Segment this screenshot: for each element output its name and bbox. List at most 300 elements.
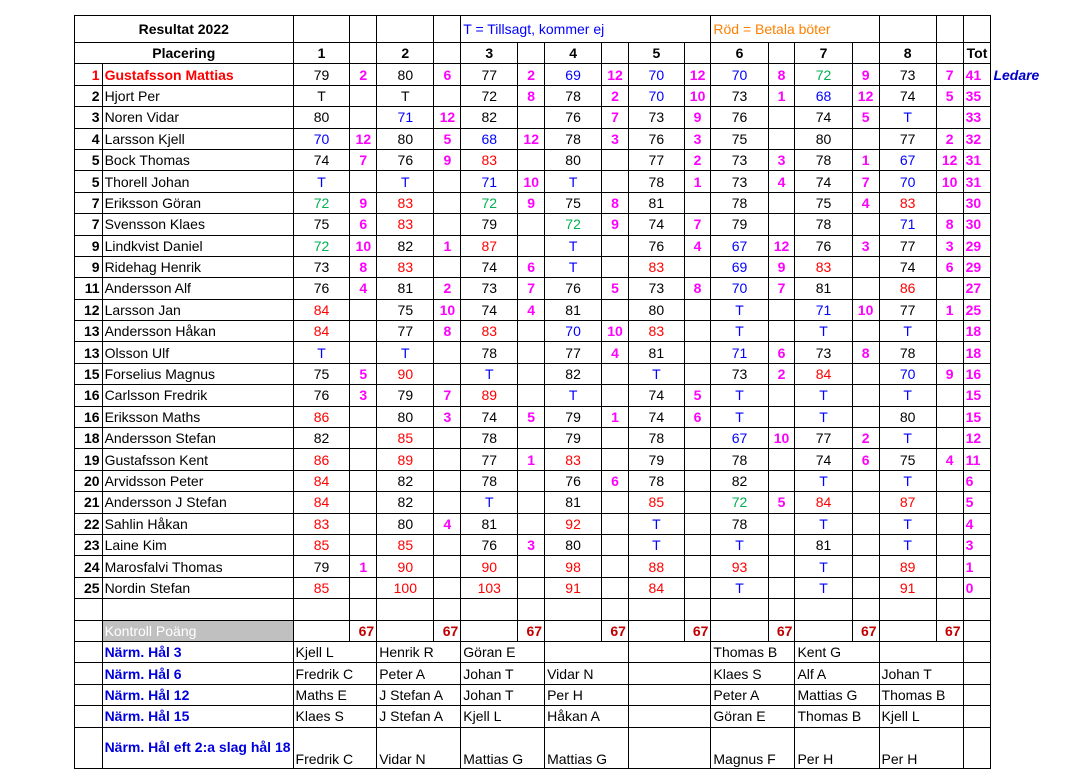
blank-cell	[75, 599, 103, 620]
player-total: 16	[963, 363, 991, 384]
round-points	[768, 470, 795, 491]
blank-cell	[991, 363, 1068, 384]
round-points	[602, 299, 629, 320]
round-points	[936, 534, 963, 555]
round-score: 74	[628, 406, 684, 427]
round-score: 74	[795, 107, 852, 128]
round-score: T	[545, 385, 602, 406]
round-score: 81	[628, 192, 684, 213]
round-score: 77	[461, 449, 518, 470]
player-total: 11	[963, 449, 991, 470]
round-points: 3	[768, 149, 795, 170]
round-score: 82	[545, 363, 602, 384]
player-name: Bock Thomas	[102, 149, 293, 170]
player-total: 18	[963, 342, 991, 363]
round-points: 4	[684, 235, 711, 256]
round-score: 80	[377, 406, 434, 427]
player-total: 0	[963, 577, 991, 598]
round-score: 74	[293, 149, 350, 170]
closest-winner: Klaes S	[293, 706, 377, 727]
round-score: T	[711, 321, 768, 342]
round-score: 81	[628, 342, 684, 363]
blank-cell	[991, 214, 1068, 235]
round-score: 75	[377, 299, 434, 320]
round-score: 85	[377, 534, 434, 555]
round-score: 76	[545, 470, 602, 491]
round-points: 2	[518, 64, 545, 85]
player-rank: 16	[75, 385, 103, 406]
round-points	[518, 363, 545, 384]
round-score: T	[795, 577, 852, 598]
blank-cell	[602, 599, 629, 620]
round-points: 12	[852, 85, 879, 106]
round-points: 9	[684, 107, 711, 128]
round-points: 7	[434, 385, 461, 406]
round-points	[684, 428, 711, 449]
round-score: 77	[795, 428, 852, 449]
tot-header: Tot	[963, 43, 991, 64]
round-points	[518, 149, 545, 170]
blank-cell	[602, 43, 629, 64]
round-score: 84	[795, 492, 852, 513]
player-total: 41	[963, 64, 991, 85]
player-name: Lindkvist Daniel	[102, 235, 293, 256]
round-points: 7	[768, 278, 795, 299]
round-score: T	[879, 513, 936, 534]
blank-cell	[991, 16, 1068, 43]
round-points: 10	[684, 85, 711, 106]
round-points	[518, 321, 545, 342]
player-rank: 25	[75, 577, 103, 598]
sheet-title: Resultat 2022	[75, 16, 294, 43]
round-points	[434, 492, 461, 513]
round-points: 3	[936, 235, 963, 256]
player-name: Marosfalvi Thomas	[102, 556, 293, 577]
blank-cell	[991, 235, 1068, 256]
player-row	[75, 363, 1068, 384]
round-points	[936, 470, 963, 491]
round-points: 6	[768, 342, 795, 363]
round-score: 77	[377, 321, 434, 342]
round-score: T	[879, 321, 936, 342]
blank-cell	[350, 16, 377, 43]
round-points	[518, 577, 545, 598]
round-score: 79	[377, 385, 434, 406]
closest-winner: Mattias G	[795, 684, 879, 705]
round-score: 84	[293, 321, 350, 342]
round-score: 74	[879, 256, 936, 277]
round-points: 12	[768, 235, 795, 256]
round-score: T	[795, 406, 852, 427]
closest-label: Närm. Hål 15	[102, 706, 293, 727]
closest-winner: Johan T	[461, 663, 545, 684]
closest-winner: Håkan A	[545, 706, 629, 727]
player-total: 5	[963, 492, 991, 513]
round-points: 7	[684, 214, 711, 235]
round-score: 76	[628, 128, 684, 149]
blank-cell	[75, 684, 103, 705]
closest-winner: Göran E	[461, 641, 545, 662]
round-points: 8	[518, 85, 545, 106]
round-score: T	[795, 470, 852, 491]
player-row	[75, 492, 1068, 513]
closest-label: Närm. Hål eft 2:a slag hål 18	[102, 727, 293, 768]
round-points	[518, 107, 545, 128]
round-score: T	[711, 534, 768, 555]
round-score: 71	[795, 299, 852, 320]
blank-cell	[991, 534, 1068, 555]
round-points	[350, 534, 377, 555]
round-points	[936, 385, 963, 406]
player-rank: 16	[75, 406, 103, 427]
round-points	[602, 149, 629, 170]
round-score: T	[711, 406, 768, 427]
round-points	[434, 449, 461, 470]
blank-cell	[991, 278, 1068, 299]
round-points: 12	[350, 128, 377, 149]
round-points: 6	[852, 449, 879, 470]
round-score: 70	[879, 363, 936, 384]
round-score: 74	[628, 385, 684, 406]
round-points: 4	[936, 449, 963, 470]
closest-winner: Thomas B	[711, 641, 795, 662]
round-points: 8	[350, 256, 377, 277]
round-points: 9	[852, 64, 879, 85]
blank-cell	[434, 43, 461, 64]
player-rank: 4	[75, 128, 103, 149]
player-name: Carlsson Fredrik	[102, 385, 293, 406]
round-points	[936, 321, 963, 342]
round-score: 76	[461, 534, 518, 555]
round-points	[434, 577, 461, 598]
round-points: 3	[434, 406, 461, 427]
blank-cell	[991, 149, 1068, 170]
round-score: 76	[795, 235, 852, 256]
round-points: 10	[434, 299, 461, 320]
blank-cell	[461, 620, 518, 641]
round-points	[768, 214, 795, 235]
player-row	[75, 556, 1068, 577]
round-score: 83	[293, 513, 350, 534]
round-points: 5	[350, 363, 377, 384]
blank-cell	[102, 599, 293, 620]
round-score: 78	[461, 428, 518, 449]
round-score: 79	[545, 428, 602, 449]
blank-cell	[991, 171, 1068, 192]
blank-row	[75, 599, 1068, 620]
round-score: T	[377, 85, 434, 106]
round-score: T	[879, 107, 936, 128]
blank-cell	[991, 492, 1068, 513]
round-points	[852, 470, 879, 491]
round-points: 9	[768, 256, 795, 277]
blank-cell	[936, 16, 963, 43]
round-points	[602, 428, 629, 449]
player-rank: 24	[75, 556, 103, 577]
round-score: 82	[377, 492, 434, 513]
round-score: 78	[461, 470, 518, 491]
round-points	[852, 492, 879, 513]
round-score: T	[795, 513, 852, 534]
placering-header: Placering	[75, 43, 294, 64]
blank-cell	[518, 599, 545, 620]
round-score: 76	[293, 278, 350, 299]
round-score: 83	[795, 256, 852, 277]
round-score: 75	[711, 128, 768, 149]
blank-cell	[936, 43, 963, 64]
player-rank: 13	[75, 342, 103, 363]
blank-cell	[852, 599, 879, 620]
round-points: 5	[852, 107, 879, 128]
round-header-3: 3	[461, 43, 518, 64]
round-score: 93	[711, 556, 768, 577]
round-points	[684, 321, 711, 342]
round-points: 8	[768, 64, 795, 85]
round-score: 79	[461, 214, 518, 235]
round-points	[350, 321, 377, 342]
round-score: 73	[711, 85, 768, 106]
round-points: 9	[602, 214, 629, 235]
round-score: 70	[711, 278, 768, 299]
control-value: 67	[768, 620, 795, 641]
round-points	[684, 342, 711, 363]
round-score: 77	[879, 235, 936, 256]
round-points	[768, 534, 795, 555]
player-row	[75, 449, 1068, 470]
round-score: 68	[795, 85, 852, 106]
round-points	[350, 299, 377, 320]
round-score: 80	[545, 534, 602, 555]
round-score: 81	[377, 278, 434, 299]
closest-winner: Kjell L	[879, 706, 963, 727]
round-score: 83	[628, 321, 684, 342]
round-score: 73	[711, 363, 768, 384]
round-points	[518, 492, 545, 513]
round-points: 3	[684, 128, 711, 149]
round-points: 4	[602, 342, 629, 363]
player-rank: 5	[75, 171, 103, 192]
leader-label: Ledare	[993, 66, 1040, 83]
closest-winner: Alf A	[795, 663, 879, 684]
player-rank: 11	[75, 278, 103, 299]
round-score: 77	[879, 128, 936, 149]
round-points: 8	[936, 214, 963, 235]
closest-winner: Fredrik C	[293, 727, 377, 768]
blank-cell	[75, 663, 103, 684]
round-score: 82	[293, 428, 350, 449]
results-table	[74, 15, 1068, 769]
round-score: 103	[461, 577, 518, 598]
blank-cell	[795, 620, 852, 641]
round-score: 72	[795, 64, 852, 85]
round-score: 85	[293, 577, 350, 598]
round-points	[602, 577, 629, 598]
blank-cell	[350, 599, 377, 620]
round-score: T	[879, 534, 936, 555]
round-points: 2	[852, 428, 879, 449]
closest-winner	[879, 641, 963, 662]
player-rank: 22	[75, 513, 103, 534]
player-row	[75, 128, 1068, 149]
blank-cell	[991, 663, 1068, 684]
player-rank: 3	[75, 107, 103, 128]
closest-winner: Fredrik C	[293, 663, 377, 684]
round-points	[768, 321, 795, 342]
round-points	[602, 556, 629, 577]
player-total: 3	[963, 534, 991, 555]
round-points: 10	[518, 171, 545, 192]
round-points	[684, 556, 711, 577]
round-points: 12	[684, 64, 711, 85]
round-points: 4	[518, 299, 545, 320]
round-points: 1	[602, 406, 629, 427]
player-name: Andersson Alf	[102, 278, 293, 299]
round-score: 75	[879, 449, 936, 470]
round-score: T	[879, 385, 936, 406]
round-points: 6	[684, 406, 711, 427]
round-points: 10	[936, 171, 963, 192]
round-score: 75	[545, 192, 602, 213]
round-score: 78	[879, 342, 936, 363]
round-score: T	[711, 299, 768, 320]
control-value: 67	[602, 620, 629, 641]
player-name: Larsson Kjell	[102, 128, 293, 149]
round-points	[852, 278, 879, 299]
blank-cell	[518, 43, 545, 64]
round-points	[518, 470, 545, 491]
closest-winner: Göran E	[711, 706, 795, 727]
player-name: Sahlin Håkan	[102, 513, 293, 534]
control-value: 67	[852, 620, 879, 641]
blank-cell	[991, 385, 1068, 406]
closest-winner: Maths E	[293, 684, 377, 705]
player-total: 4	[963, 513, 991, 534]
legend-t: T = Tillsagt, kommer ej	[461, 16, 711, 43]
player-name: Nordin Stefan	[102, 577, 293, 598]
round-points: 1	[518, 449, 545, 470]
round-points: 2	[768, 363, 795, 384]
control-value: 67	[684, 620, 711, 641]
player-row	[75, 321, 1068, 342]
blank-cell	[991, 192, 1068, 213]
round-points: 12	[518, 128, 545, 149]
round-score: 78	[545, 85, 602, 106]
player-name: Gustafsson Kent	[102, 449, 293, 470]
round-header-1: 1	[293, 43, 350, 64]
blank-cell	[991, 449, 1068, 470]
round-points: 3	[852, 235, 879, 256]
round-points: 12	[936, 149, 963, 170]
closest-winner	[628, 684, 710, 705]
round-score: 86	[293, 406, 350, 427]
round-score: 83	[461, 149, 518, 170]
player-name: Svensson Klaes	[102, 214, 293, 235]
blank-cell	[852, 43, 879, 64]
round-score: 73	[711, 171, 768, 192]
round-score: 72	[293, 235, 350, 256]
round-score: T	[711, 577, 768, 598]
round-points	[684, 192, 711, 213]
round-score: 84	[293, 470, 350, 491]
round-points: 1	[434, 235, 461, 256]
round-points	[852, 363, 879, 384]
player-total: 12	[963, 428, 991, 449]
player-row	[75, 85, 1068, 106]
blank-cell	[991, 342, 1068, 363]
round-score: 84	[795, 363, 852, 384]
round-points: 7	[350, 149, 377, 170]
round-points	[768, 192, 795, 213]
round-score: 82	[377, 470, 434, 491]
player-row	[75, 149, 1068, 170]
round-points	[518, 428, 545, 449]
round-points	[434, 171, 461, 192]
round-score: T	[795, 385, 852, 406]
round-score: T	[879, 470, 936, 491]
round-score: 71	[461, 171, 518, 192]
round-score: 79	[545, 406, 602, 427]
round-score: T	[628, 363, 684, 384]
round-points	[852, 406, 879, 427]
blank-cell	[991, 706, 1068, 727]
player-rank: 2	[75, 85, 103, 106]
round-points: 3	[602, 128, 629, 149]
round-points: 6	[350, 214, 377, 235]
round-score: 81	[795, 278, 852, 299]
round-header-5: 5	[628, 43, 684, 64]
player-row	[75, 428, 1068, 449]
blank-cell	[991, 256, 1068, 277]
player-total: 27	[963, 278, 991, 299]
round-score: 83	[377, 256, 434, 277]
round-score: 77	[545, 342, 602, 363]
round-points	[852, 577, 879, 598]
round-points	[602, 363, 629, 384]
header-row	[75, 43, 1068, 64]
round-score: 81	[545, 492, 602, 513]
round-header-4: 4	[545, 43, 602, 64]
round-score: T	[293, 342, 350, 363]
round-points	[350, 492, 377, 513]
round-points	[936, 428, 963, 449]
blank-cell	[991, 107, 1068, 128]
round-points	[350, 428, 377, 449]
round-score: 81	[545, 299, 602, 320]
round-points: 7	[936, 64, 963, 85]
closest-winner: Vidar N	[545, 663, 629, 684]
blank-cell	[963, 599, 991, 620]
player-row	[75, 513, 1068, 534]
blank-cell	[768, 599, 795, 620]
closest-winner	[628, 706, 710, 727]
blank-cell	[293, 620, 350, 641]
player-rank: 12	[75, 299, 103, 320]
blank-cell	[293, 599, 350, 620]
player-rank: 9	[75, 256, 103, 277]
round-points: 10	[350, 235, 377, 256]
player-row	[75, 171, 1068, 192]
round-points: 10	[768, 428, 795, 449]
round-score: T	[377, 342, 434, 363]
round-points	[434, 256, 461, 277]
round-points: 1	[936, 299, 963, 320]
round-points	[852, 128, 879, 149]
round-points: 2	[434, 278, 461, 299]
round-score: 83	[461, 321, 518, 342]
player-name: Andersson Stefan	[102, 428, 293, 449]
closest-label: Närm. Hål 3	[102, 641, 293, 662]
round-points	[684, 299, 711, 320]
